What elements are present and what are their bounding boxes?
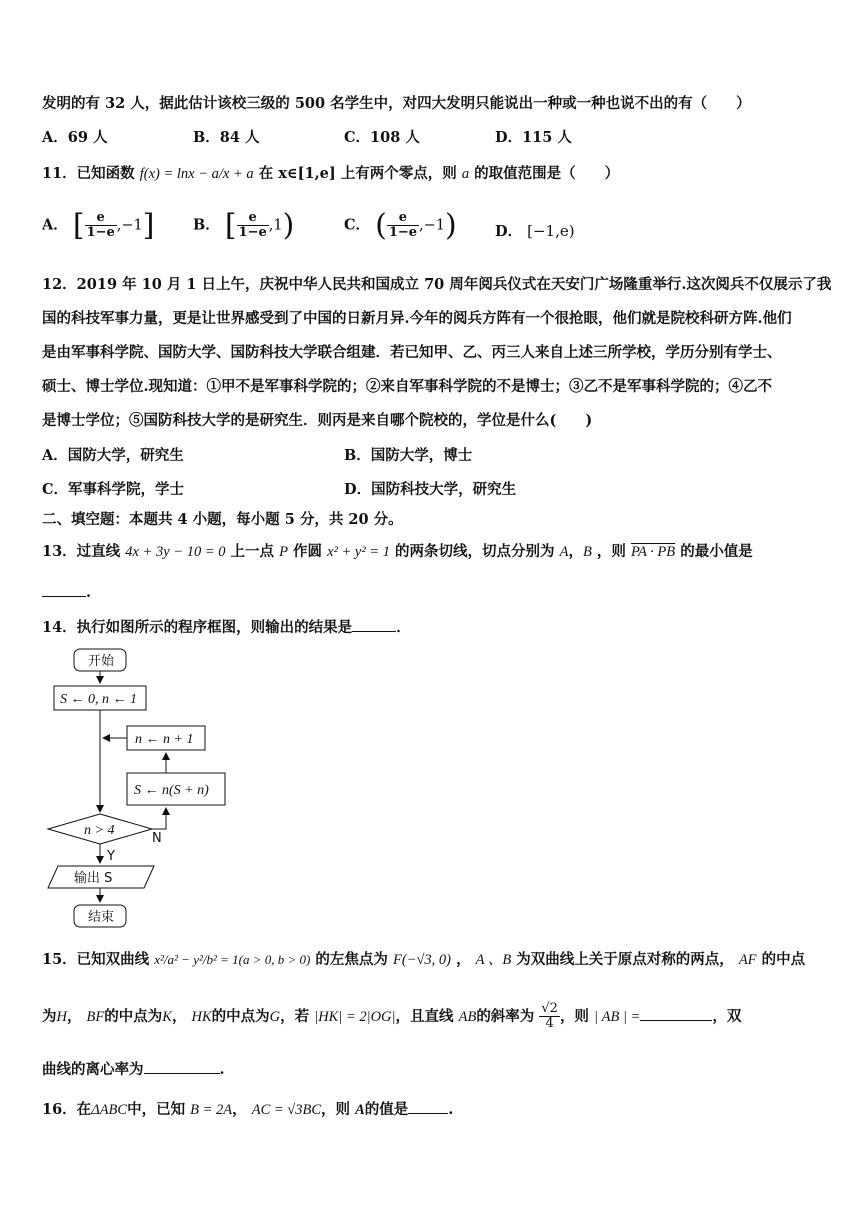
q13-stem: 13．过直线 4x + 3y − 10 = 0 上一点 P 作圆 x² + y² = 1 的两条切线，切点分别为 A，B ，则 PA · PB 的最小值是 <box>42 543 753 560</box>
q11-option-d: D． [−1,e) <box>495 222 575 240</box>
q12-option-d: D．国防科技大学，研究生 <box>344 481 517 498</box>
flow-yes-label: Y <box>107 849 115 864</box>
q12-line-5: 是博士学位；⑤国防科技大学的是研究生．则丙是来自哪个院校的，学位是什么( ) <box>42 412 593 429</box>
flow-end-label: 结束 <box>88 910 115 925</box>
q10-option-c: C．108 人 <box>344 129 420 146</box>
q16-stem: 16．在ΔABC中，已知 B = 2A， AC = √3BC，则 A的值是 . <box>42 1101 454 1118</box>
q12-option-c: C．军事科学院，学士 <box>42 481 185 498</box>
q11-option-a: A． [ $\frac{e}{1-e}$ ,−1] <box>42 208 155 243</box>
flow-no-label: N <box>152 831 162 846</box>
q15-line-1: 15．已知双曲线 x²/a² − y²/b² = 1(a > 0, b > 0) 的左焦点为 F(−√3, 0) ， A 、B 为双曲线上关于原点对称的两点， AF 的中点 <box>42 951 806 968</box>
q11-option-b: B． [ $\frac{e}{1-e}$ ,1) <box>193 208 295 243</box>
q11-stem: 11．已知函数 f(x) = lnx − a/x + a 在 x∈[1,e] 上有两个零点，则 a 的取值范围是（ ） <box>42 165 620 182</box>
q15-eccentricity-blank[interactable] <box>144 1059 220 1074</box>
flow-update-s-label: S ← n(S + n) <box>134 783 209 798</box>
q12-line-2: 国的科技军事力量，更是让世界感受到了中国的日新月异.今年的阅兵方阵有一个很抢眼，他们就是院校科研方阵.他们 <box>42 310 792 327</box>
q11-option-c: C． ( $\frac{e}{1-e}$ ,−1) <box>344 208 457 243</box>
q12-line-1: 12．2019 年 10 月 1 日上午，庆祝中华人民共和国成立 70 周年阅兵仪式在天安门广场隆重举行.这次阅兵不仅展示了我 <box>42 276 832 293</box>
flow-init-label: S ← 0, n ← 1 <box>60 692 137 707</box>
q10-option-a: A．69 人 <box>42 129 108 146</box>
q14-stem: 14．执行如图所示的程序框图，则输出的结果是 ． <box>42 619 411 636</box>
q10-option-d: D．115 人 <box>495 129 572 146</box>
q13-answer-blank[interactable]: . <box>42 582 91 601</box>
flow-output-label: 输出 S <box>74 871 113 886</box>
q12-option-b: B．国防大学，博士 <box>344 447 473 464</box>
q11-function: f(x) = lnx − a/x + a <box>139 166 254 182</box>
q15-ab-blank[interactable] <box>640 1006 712 1021</box>
q15-line-3: 曲线的离心率为 . <box>42 1061 225 1078</box>
q16-answer-blank[interactable] <box>408 1099 448 1114</box>
flow-update-n-label: n ← n + 1 <box>135 732 194 747</box>
flow-condition-label: n > 4 <box>84 823 115 838</box>
q10-option-b: B．84 人 <box>193 129 260 146</box>
q12-line-3: 是由军事科学院、国防大学、国防科技大学联合组建．若已知甲、乙、丙三人来自上述三所学校，学历分别有学士、 <box>42 344 782 361</box>
flow-start-label: 开始 <box>88 654 115 669</box>
q12-option-a: A．国防大学，研究生 <box>42 447 184 464</box>
q12-line-4: 硕士、博士学位.现知道：①甲不是军事科学院的；②来自军事科学院的不是博士；③乙不是军事科学院的；④乙不 <box>42 378 773 395</box>
section-heading: 二、填空题：本题共 4 小题，每小题 5 分，共 20 分。 <box>42 511 403 528</box>
q15-line-2: 为H， BF的中点为K， HK的中点为G，若 |HK| = 2|OG|，且直线 AB的斜率为 $\frac{√2}{4}$ ，则 | AB | = ，双 <box>42 1001 742 1032</box>
q10-text: 发明的有 32 人，据此估计该校三级的 500 名学生中，对四大发明只能说出一种或一种也说不出的有（ ） <box>42 95 751 112</box>
